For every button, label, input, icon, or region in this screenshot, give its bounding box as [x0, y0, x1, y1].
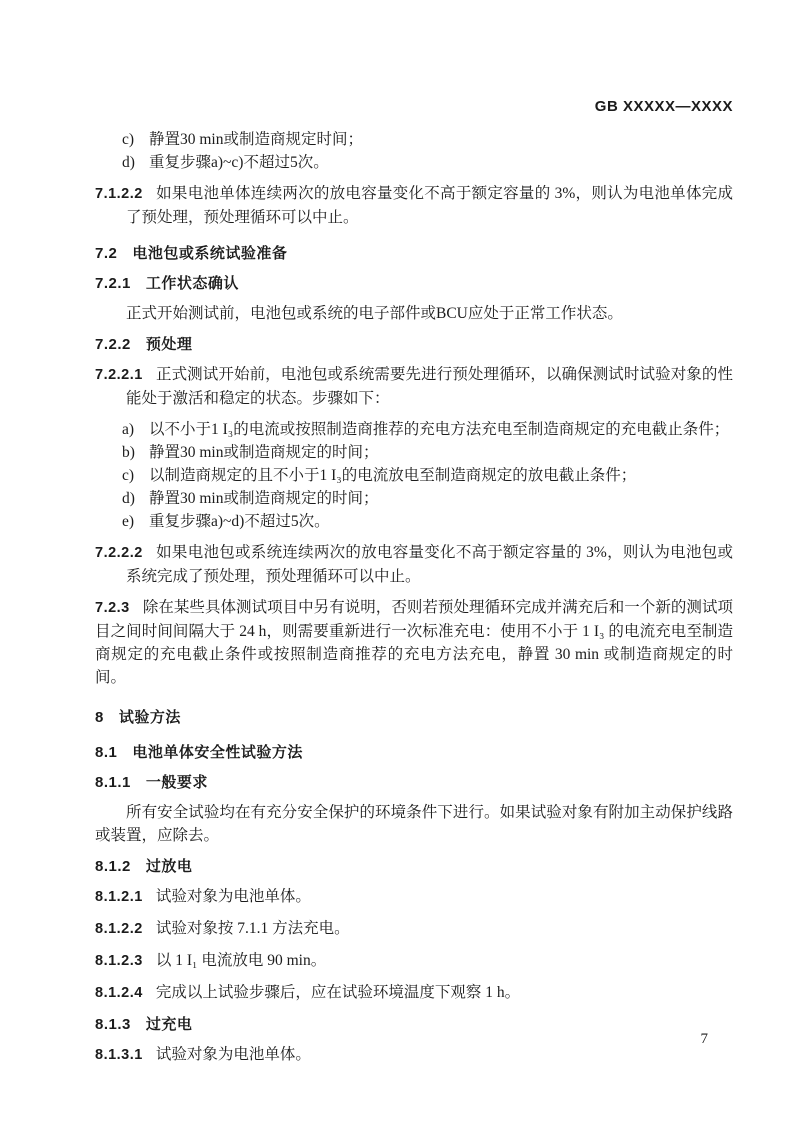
heading-number: 8.1 — [95, 744, 118, 761]
heading-number: 8 — [95, 709, 104, 726]
body-paragraph: 正式开始测试前，电池包或系统的电子部件或BCU应处于正常工作状态。 — [126, 305, 623, 322]
list-item — [122, 128, 733, 151]
ordered-list — [122, 418, 733, 533]
section-heading — [95, 334, 733, 355]
heading-number: 8.1.2 — [95, 858, 131, 875]
heading-title: 电池包或系统试验准备 — [132, 245, 288, 262]
clause-paragraph — [95, 949, 733, 973]
section-heading — [95, 742, 733, 763]
clause-number: 7.2.3 — [95, 600, 130, 616]
clause-text: 试验对象按 7.1.1 方法充电。 — [155, 920, 350, 937]
body-paragraph: 所有安全试验均在有充分安全保护的环境条件下进行。如果试验对象有附加主动保护线路或装置，应除去。 — [95, 804, 733, 844]
heading-number: 8.1.3 — [95, 1016, 131, 1033]
clause-text: 如果电池单体连续两次的放电容量变化不高于额定容量的 3%，则认为电池单体完成了预处理，预处理循环可以中止。 — [126, 185, 733, 226]
list-item — [122, 464, 733, 487]
clause-paragraph — [95, 541, 733, 588]
document-body — [95, 128, 733, 1067]
clause-number: 7.2.2.2 — [95, 545, 143, 561]
clause-number: 8.1.2.1 — [95, 889, 143, 905]
heading-title: 电池单体安全性试验方法 — [132, 744, 303, 761]
clause-text: 除在某些具体测试项目中另有说明，否则若预处理循环完成并满充后和一个新的测试项目之间时间间隔大于 24 h，则需要重新进行一次标准充电：使用不小于 1 I₃ 的电流充电至制造商规定的充电截止条件或按照制造商推荐的充电方法充电，静置 30 min 或制造商规定的时间。 — [95, 599, 733, 686]
clause-text: 正式测试开始前，电池包或系统需要先进行预处理循环，以确保测试时试验对象的性能处于激活和稳定的状态。步骤如下： — [126, 366, 733, 407]
clause-paragraph — [95, 363, 733, 410]
clause-paragraph — [95, 596, 733, 689]
page-number: 7 — [700, 1031, 708, 1047]
clause-paragraph — [95, 917, 733, 941]
clause-text: 完成以上试验步骤后，应在试验环境温度下观察 1 h。 — [155, 984, 521, 1001]
ordered-list — [122, 128, 733, 174]
list-item-text: 重复步骤a)~d)不超过5次。 — [149, 513, 330, 530]
list-item-text: 静置30 min或制造商规定的时间； — [149, 444, 379, 461]
clause-number: 8.1.2.2 — [95, 921, 143, 937]
section-heading — [95, 243, 733, 264]
list-item-text: 重复步骤a)~c)不超过5次。 — [149, 154, 329, 171]
clause-paragraph — [95, 1043, 733, 1067]
page-content — [95, 98, 733, 1067]
chapter-heading — [95, 707, 733, 728]
list-item-marker: d) — [122, 490, 135, 507]
clause-paragraph — [95, 981, 733, 1005]
clause-text: 以 1 I₁ 电流放电 90 min。 — [155, 952, 327, 969]
list-item-text: 静置30 min或制造商规定时间； — [149, 131, 363, 148]
list-item — [122, 510, 733, 533]
list-item-marker: b) — [122, 444, 135, 461]
standard-number-header: GB XXXXX—XXXX — [594, 98, 733, 115]
heading-title: 过充电 — [145, 1016, 193, 1033]
section-heading — [95, 772, 733, 793]
clause-number: 7.1.2.2 — [95, 186, 143, 202]
clause-text: 如果电池包或系统连续两次的放电容量变化不高于额定容量的 3%，则认为电池包或系统完成了预处理，预处理循环可以中止。 — [126, 544, 733, 585]
section-heading — [95, 1014, 733, 1035]
list-item-text: 静置30 min或制造商规定的时间； — [149, 490, 379, 507]
heading-title: 过放电 — [145, 858, 193, 875]
heading-number: 7.2 — [95, 245, 118, 262]
list-item — [122, 151, 733, 174]
list-item-marker: c) — [122, 467, 135, 484]
section-heading — [95, 273, 733, 294]
clause-number: 8.1.3.1 — [95, 1047, 143, 1063]
list-item — [122, 441, 733, 464]
heading-number: 8.1.1 — [95, 774, 131, 791]
section-heading — [95, 856, 733, 877]
heading-number: 7.2.2 — [95, 336, 131, 353]
clause-text: 试验对象为电池单体。 — [155, 1046, 311, 1063]
clause-paragraph — [95, 885, 733, 909]
clause-number: 8.1.2.3 — [95, 953, 143, 969]
heading-title: 工作状态确认 — [145, 275, 239, 292]
list-item-text: 以不小于1 I₃的电流或按照制造商推荐的充电方法充电至制造商规定的充电截止条件； — [149, 421, 730, 438]
clause-text: 试验对象为电池单体。 — [155, 888, 311, 905]
list-item-marker: e) — [122, 513, 135, 530]
heading-number: 7.2.1 — [95, 275, 131, 292]
list-item-marker: a) — [122, 421, 135, 438]
heading-title: 一般要求 — [145, 774, 208, 791]
clause-paragraph — [95, 182, 733, 229]
heading-title: 预处理 — [145, 336, 193, 353]
list-item-marker: d) — [122, 154, 135, 171]
list-item — [122, 487, 733, 510]
clause-number: 7.2.2.1 — [95, 367, 143, 383]
list-item-marker: c) — [122, 131, 135, 148]
list-item — [122, 418, 733, 441]
clause-number: 8.1.2.4 — [95, 985, 143, 1001]
heading-title: 试验方法 — [118, 709, 181, 726]
list-item-text: 以制造商规定的且不小于1 I₃的电流放电至制造商规定的放电截止条件； — [149, 467, 637, 484]
